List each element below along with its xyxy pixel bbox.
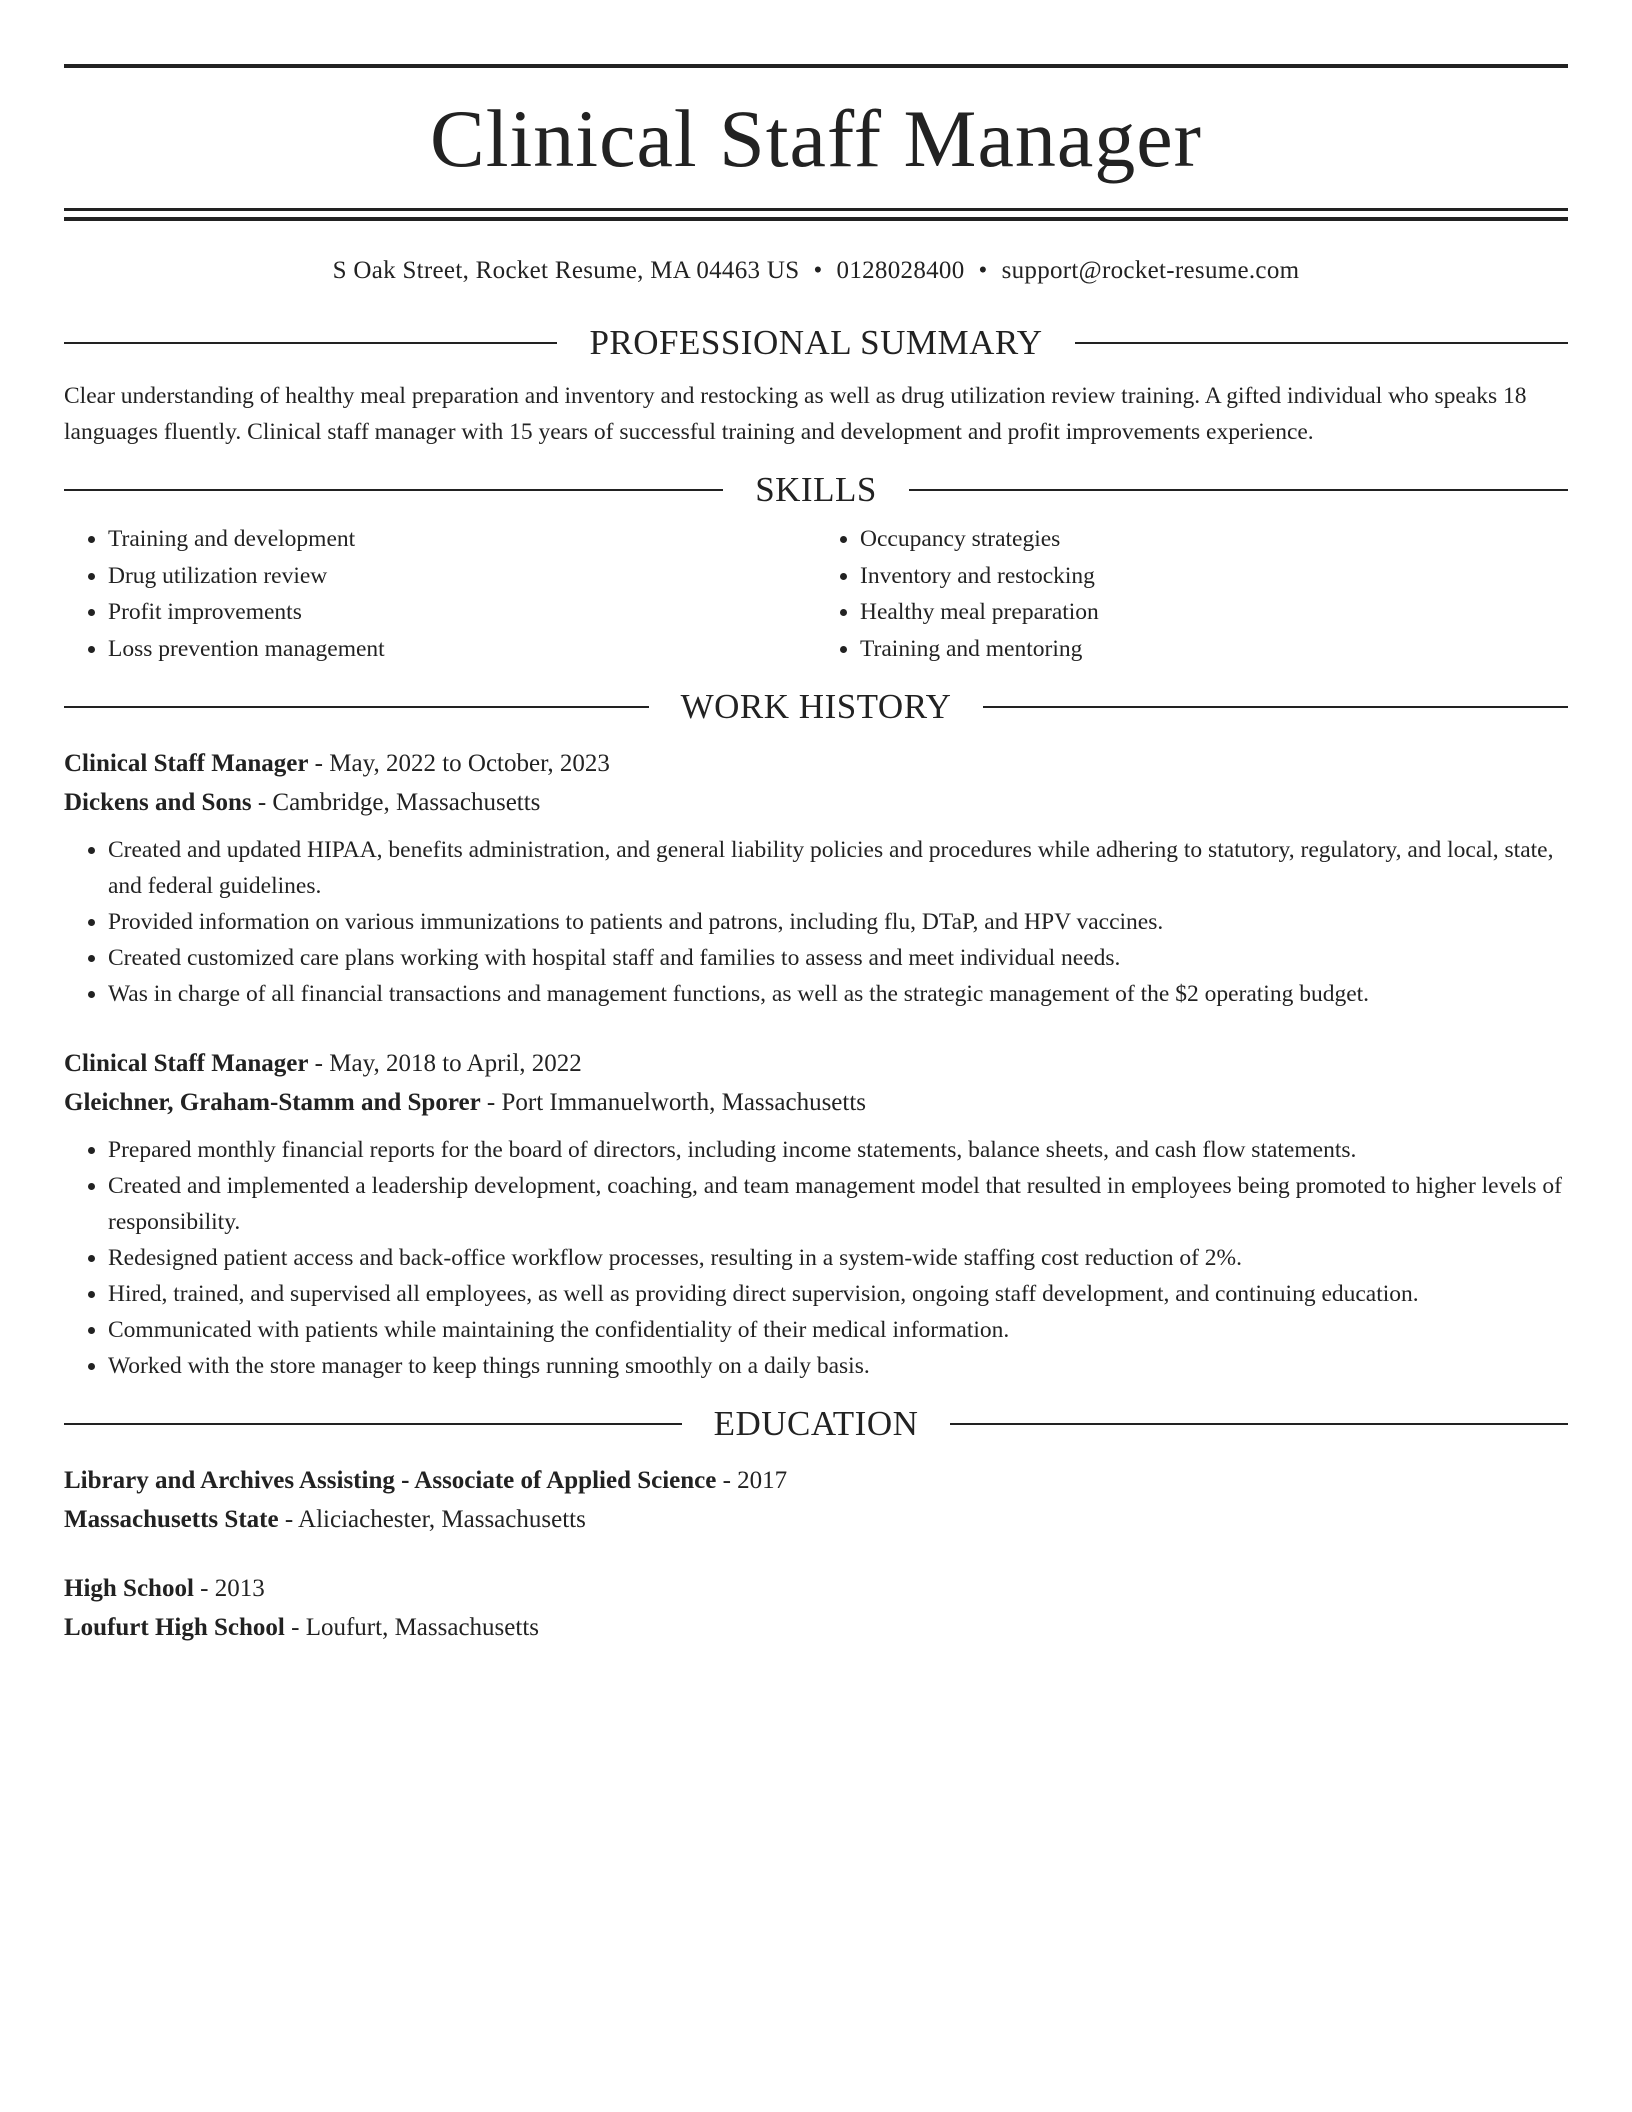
job-company-line xyxy=(64,783,1568,822)
education-year: - 2013 xyxy=(193,1575,265,1602)
skill-item: • Healthy meal preparation xyxy=(860,594,1568,631)
education-school: Massachusetts State xyxy=(64,1506,279,1533)
job-role: Clinical Staff Manager xyxy=(64,750,309,777)
education-location: - Aliciachester, Massachusetts xyxy=(278,1506,586,1533)
education-entry xyxy=(64,1569,1568,1647)
job-entry xyxy=(64,744,1568,1012)
section-heading-summary xyxy=(64,325,1568,360)
list-item: • Communicated with patients while maintaining the confidentiality of their medical information. xyxy=(108,1312,1568,1348)
skill-item: • Training and mentoring xyxy=(860,631,1568,668)
contact-phone: 0128028400 xyxy=(836,257,965,284)
education-degree-line xyxy=(64,1569,1568,1608)
section-heading-education xyxy=(64,1406,1568,1441)
education-year: - 2017 xyxy=(716,1467,788,1494)
job-bullets xyxy=(64,832,1568,1012)
job-company-line xyxy=(64,1083,1568,1122)
list-item: • Prepared monthly financial reports for the board of directors, including income statements, balance sheets, and cash flow statements. xyxy=(108,1132,1568,1168)
section-heading-work xyxy=(64,689,1568,724)
bullet-separator-icon: • xyxy=(813,257,823,284)
section-title-education: EDUCATION xyxy=(713,1404,919,1443)
skills-column-left xyxy=(64,521,816,667)
education-degree-line xyxy=(64,1461,1568,1500)
job-location: - Cambridge, Massachusetts xyxy=(251,789,541,816)
job-title-line xyxy=(64,744,1568,783)
skills-column-right xyxy=(816,521,1568,667)
page-title: Clinical Staff Manager xyxy=(430,93,1202,184)
skill-item: • Training and development xyxy=(108,521,816,558)
heading-rule-right xyxy=(950,1423,1568,1425)
section-heading-skills xyxy=(64,472,1568,507)
heading-rule-right xyxy=(1075,342,1568,344)
list-item: • Created and implemented a leadership development, coaching, and team management model that resulted in employees being promoted to higher levels of responsibility. xyxy=(108,1168,1568,1240)
job-dates: - May, 2018 to April, 2022 xyxy=(308,1050,582,1077)
heading-rule-left xyxy=(64,706,649,708)
list-item: • Hired, trained, and supervised all employees, as well as providing direct supervision, ongoing staff development, and continuing education. xyxy=(108,1276,1568,1312)
section-title-skills: SKILLS xyxy=(755,470,877,509)
education-degree: Library and Archives Assisting - Associate of Applied Science xyxy=(64,1467,717,1494)
job-location: - Port Immanuelworth, Massachusetts xyxy=(480,1089,867,1116)
job-bullets xyxy=(64,1132,1568,1384)
heading-rule-right xyxy=(909,489,1568,491)
heading-rule-left xyxy=(64,342,557,344)
education-degree: High School xyxy=(64,1575,194,1602)
education-school-line xyxy=(64,1500,1568,1539)
list-item: • Was in charge of all financial transactions and management functions, as well as the strategic management of the $2 operating budget. xyxy=(108,976,1568,1012)
job-dates: - May, 2022 to October, 2023 xyxy=(308,750,610,777)
skill-item: • Profit improvements xyxy=(108,594,816,631)
bullet-separator-icon: • xyxy=(978,257,988,284)
education-school-line xyxy=(64,1608,1568,1647)
job-title-line xyxy=(64,1044,1568,1083)
job-role: Clinical Staff Manager xyxy=(64,1050,309,1077)
contact-line xyxy=(64,257,1568,285)
skill-item: • Drug utilization review xyxy=(108,558,816,595)
contact-email: support@rocket-resume.com xyxy=(1001,257,1300,284)
heading-rule-left xyxy=(64,489,723,491)
job-entry xyxy=(64,1044,1568,1384)
skill-item: • Loss prevention management xyxy=(108,631,816,668)
section-title-summary: PROFESSIONAL SUMMARY xyxy=(589,323,1043,362)
education-location: - Loufurt, Massachusetts xyxy=(284,1614,539,1641)
list-item: • Provided information on various immunizations to patients and patrons, including flu, DTaP, and HPV vaccines. xyxy=(108,904,1568,940)
education-school: Loufurt High School xyxy=(64,1614,285,1641)
skill-item: • Inventory and restocking xyxy=(860,558,1568,595)
contact-address: S Oak Street, Rocket Resume, MA 04463 US xyxy=(332,257,800,284)
skills-list xyxy=(64,521,1568,667)
title-double-rule xyxy=(64,208,1568,221)
list-item: • Created and updated HIPAA, benefits administration, and general liability policies and procedures while adhering to statutory, regulatory, and local, state, and federal guidelines. xyxy=(108,832,1568,904)
job-company: Gleichner, Graham-Stamm and Sporer xyxy=(64,1089,481,1116)
job-company: Dickens and Sons xyxy=(64,789,252,816)
education-entry xyxy=(64,1461,1568,1539)
section-title-work: WORK HISTORY xyxy=(680,687,952,726)
list-item: • Worked with the store manager to keep things running smoothly on a daily basis. xyxy=(108,1348,1568,1384)
heading-rule-left xyxy=(64,1423,682,1425)
summary-text: Clear understanding of healthy meal preparation and inventory and restocking as well as drug utilization review training. A gifted individual who speaks 18 languages fluently. Clinical staff manager with 15 years of successful training and development and profit improvements experience. xyxy=(64,383,1527,445)
list-item: • Redesigned patient access and back-office workflow processes, resulting in a system-wide staffing cost reduction of 2%. xyxy=(108,1240,1568,1276)
heading-rule-right xyxy=(983,706,1568,708)
list-item: • Created customized care plans working with hospital staff and families to assess and meet individual needs. xyxy=(108,940,1568,976)
skill-item: • Occupancy strategies xyxy=(860,521,1568,558)
